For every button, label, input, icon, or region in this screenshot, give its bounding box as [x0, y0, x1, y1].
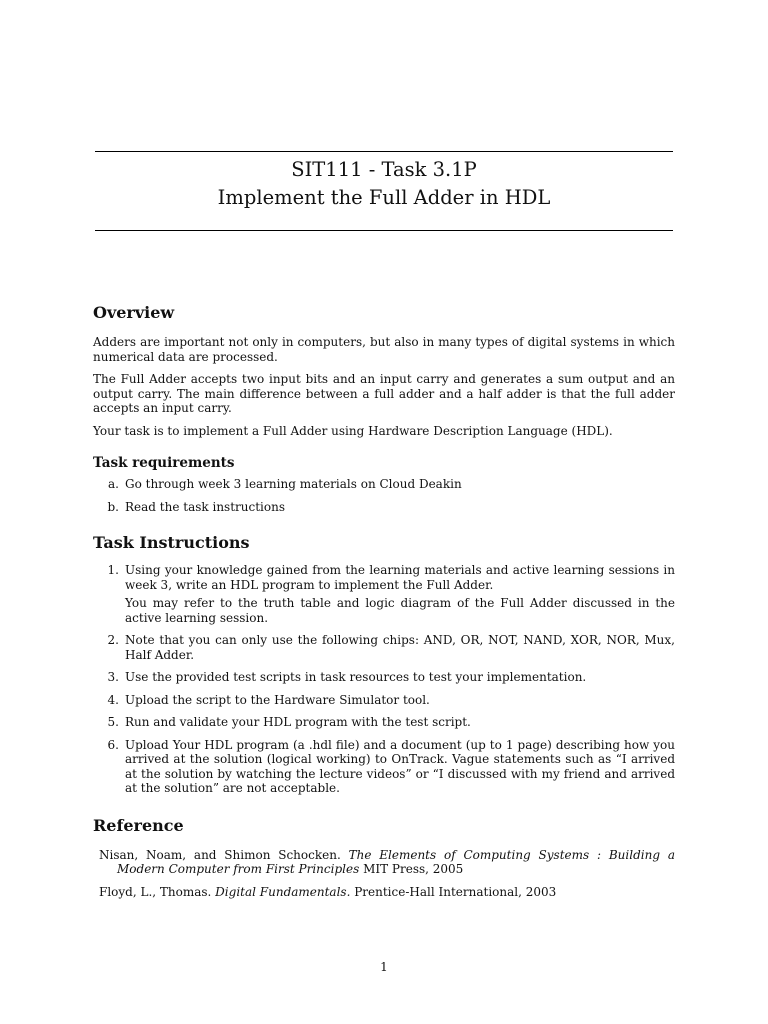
list-item-extra-text: You may refer to the truth table and logic diagram of the Full Adder discussed in the active learning session. [125, 596, 675, 625]
reference-heading: Reference [93, 815, 184, 835]
list-item [93, 738, 675, 796]
reference-authors: Floyd, L., Thomas. [99, 884, 216, 899]
list-item [93, 500, 675, 515]
task-instructions-list [93, 563, 675, 796]
overview-paragraph-2: The Full Adder accepts two input bits and an input carry and generates a sum output and an output carry. The main difference between a full adder and a half adder is that the full adder accepts an input carry. [93, 372, 675, 415]
reference-entry-1 [93, 848, 675, 877]
task-requirements-heading: Task requirements [93, 455, 235, 471]
document-body [93, 302, 675, 899]
list-item-text: Read the task instructions [125, 499, 285, 514]
list-item [93, 633, 675, 662]
list-marker: 4. [107, 692, 119, 707]
title-bottom-rule [95, 230, 673, 231]
overview-paragraph-3: Your task is to implement a Full Adder using Hardware Description Language (HDL). [93, 423, 613, 438]
list-marker: 1. [107, 563, 119, 577]
reference-publisher: Prentice-Hall International, 2003 [350, 884, 557, 899]
title-line-1: SIT111 - Task 3.1P [291, 158, 477, 181]
list-item-text: Note that you can only use the following chips: AND, OR, NOT, NAND, XOR, NOR, Mux, Half Adder. [125, 633, 675, 662]
list-item-text: Upload the script to the Hardware Simulator tool. [125, 692, 430, 707]
list-marker: a. [108, 477, 119, 491]
list-item-text: Use the provided test scripts in task resources to test your implementation. [125, 670, 587, 684]
list-marker: 5. [107, 715, 119, 729]
list-item [93, 693, 675, 708]
list-item-text: Upload Your HDL program (a .hdl file) and a document (up to 1 page) describing how you arrived at the solution (logical working) to OnTrack. Vague statements such as “I arrived at the solution by watching the lecture videos” or “I discussed with my friend and arrived at the solution” are not acceptable. [125, 737, 675, 795]
list-item-text: Run and validate your HDL program with the test script. [125, 715, 471, 729]
task-instructions-heading: Task Instructions [93, 533, 250, 552]
list-marker: 3. [107, 670, 119, 684]
list-item [93, 563, 675, 625]
reference-entry-2 [93, 885, 675, 900]
title-block [95, 156, 673, 212]
reference-publisher: MIT Press, 2005 [359, 862, 464, 876]
list-marker: 2. [107, 633, 119, 647]
list-marker: 6. [107, 737, 119, 752]
reference-authors: Nisan, Noam, and Shimon Schocken. [99, 847, 349, 862]
title-top-rule [95, 151, 673, 152]
title-line-2: Implement the Full Adder in HDL [217, 186, 551, 209]
list-item [93, 477, 675, 492]
reference-title: Digital Fundamentals. [215, 884, 351, 899]
list-marker: b. [107, 499, 119, 514]
list-item-text: Go through week 3 learning materials on Cloud Deakin [125, 477, 462, 491]
task-requirements-list [93, 477, 675, 514]
overview-paragraph-1: Adders are important not only in computers, but also in many types of digital systems in which numerical data are processed. [93, 335, 675, 364]
page-number: 1 [380, 960, 388, 974]
overview-heading: Overview [93, 303, 175, 322]
reference-title: The Elements of Computing Systems : Building a Modern Computer from First Principles [117, 847, 675, 876]
list-item [93, 670, 675, 685]
list-item-text: Using your knowledge gained from the learning materials and active learning sessions in week 3, write an HDL program to implement the Full Adder. [125, 563, 675, 592]
list-item [93, 715, 675, 730]
